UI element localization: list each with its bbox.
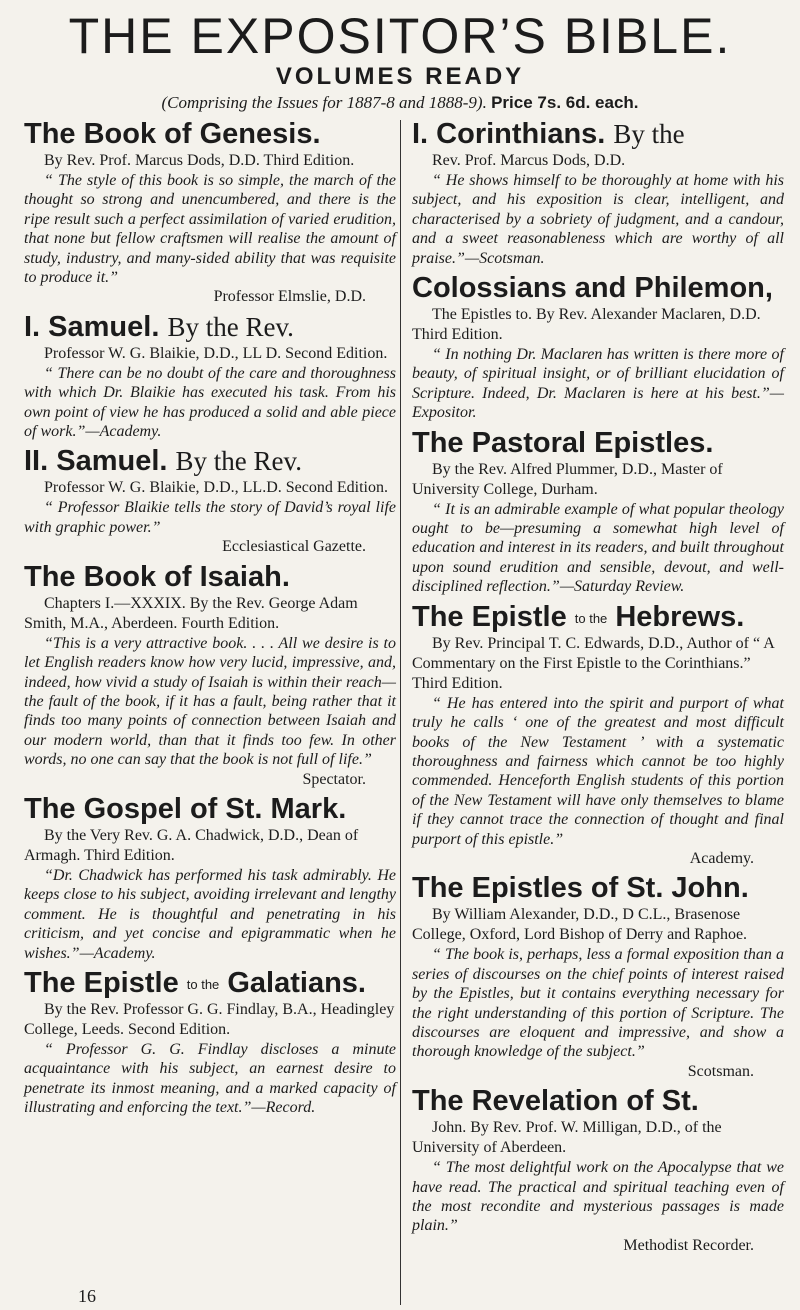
issue-line [0, 92, 800, 114]
entry-source: Methodist Recorder. [623, 1236, 754, 1254]
right-column [412, 118, 784, 1259]
entry-byline: By Rev. Principal T. C. Edwards, D.D., Author of “ A Commentary on the First Epistle to the Corinthians.” Third Edition. [412, 634, 774, 692]
entry-byline: By William Alexander, D.D., D C.L., Brasenose College, Oxford, Lord Bishop of Derry and Raphoe. [412, 906, 748, 944]
entry-byline: The Epistles to. By Rev. Alexander Maclaren, D.D. Third Edition. [412, 306, 761, 344]
entry-title: The Pastoral Epistles. [412, 426, 714, 459]
entry-byline: By the Rev. Professor G. G. Findlay, B.A., Headingley College, Leeds. Second Edition. [24, 1000, 395, 1038]
comprising-note: (Comprising the Issues for 1887-8 and 1888-9). [161, 93, 487, 112]
entry-byline: Rev. Prof. Marcus Dods, D.D. [432, 152, 626, 169]
entry-byline: By the Rev. Alfred Plummer, D.D., Master of University College, Durham. [412, 460, 723, 498]
entry-quote: “ He has entered into the spirit and purport of what truly he calls ‘ one of the greatest and most difficult books of the New Testament ’ with a systematic thoroughness and fairness which cannot be too highly commended. Henceforth English students of this portion of the New Testament will have only themselves to blame if they cannot trace the connection of thought and final purport of this epistle.” [412, 694, 784, 848]
entry-title-main: The Epistle [24, 966, 179, 999]
entry-quote: “ In nothing Dr. Maclaren has written is there more of beauty, of spiritual insight, or of brilliant elucidation of Scripture. Indeed, Dr. Maclaren is here at his best.”—Expositor. [412, 346, 784, 422]
entry-title-main: I. Samuel. [24, 310, 160, 343]
entry-title: Colossians and Philemon, [412, 272, 773, 305]
book-entry-isaiah [24, 561, 396, 789]
book-entry-2-samuel [24, 445, 396, 556]
entry-title-small: to the [574, 610, 608, 626]
entry-title [24, 445, 396, 478]
page-title: THE EXPOSITOR’S BIBLE. [68, 8, 732, 64]
entry-title: The Revelation of St. [412, 1085, 699, 1118]
entry-source: Academy. [689, 849, 754, 867]
left-column [24, 118, 396, 1122]
book-entry-colossians [412, 272, 784, 423]
entry-byline: By Rev. Prof. Marcus Dods, D.D. Third Edition. [44, 152, 355, 169]
book-entry-1-corinthians [412, 118, 784, 268]
book-entry-galatians [24, 967, 396, 1118]
column-divider [400, 120, 401, 1305]
book-entry-hebrews [412, 601, 784, 869]
entry-title-end: Galatians. [227, 966, 366, 999]
book-entry-genesis [24, 118, 396, 307]
entry-byline: Professor W. G. Blaikie, D.D., LL.D. Second Edition. [44, 479, 388, 497]
price-note: Price 7s. 6d. each. [491, 93, 639, 112]
entry-title-small: to the [186, 976, 220, 992]
entry-title [24, 967, 396, 1000]
entry-quote: “ The book is, perhaps, less a formal exposition than a series of discourses on the chief points of interest raised by the Epistles, but it contains everything necessary for the right understanding of this portion of Scripture. The discourses are eloquent and impressive, and show a thorough knowledge of the subject.” [412, 946, 784, 1061]
entry-title: The Book of Isaiah. [24, 560, 290, 593]
book-entry-pastoral [412, 427, 784, 597]
book-entry-john-epistles [412, 872, 784, 1081]
entry-source: Professor Elmslie, D.D. [213, 288, 366, 306]
entry-quote: “ The style of this book is so simple, the march of the thought so strong and unencumbered, and there is the ripe result such a perfect assimilation of varied erudition, that none but fellow craftsmen will realise the amount of study, industry, and many-sided ability that was requisite to produce it.” [24, 172, 396, 287]
book-entry-mark [24, 793, 396, 963]
entry-quote: “ It is an admirable example of what popular theology ought to be—presuming a somewhat high level of education and interest in its readers, and built throughout upon sound erudition and sensible, devout, and well-disciplined reflection.”—Saturday Review. [412, 500, 784, 596]
entry-title [412, 601, 784, 634]
book-entry-revelation [412, 1085, 784, 1255]
entry-byline: Chapters I.—XXXIX. By the Rev. George Adam Smith, M.A., Aberdeen. Fourth Edition. [24, 594, 358, 632]
entry-title [24, 311, 396, 344]
entry-title [412, 118, 784, 151]
entry-source: Spectator. [302, 770, 366, 788]
masthead [0, 8, 800, 114]
book-entry-1-samuel [24, 311, 396, 442]
entry-quote: “ The most delightful work on the Apocalypse that we have read. The practical and spiritual teaching even of the most recondite and mysterious passages is made plain.” [412, 1159, 784, 1235]
entry-title-by: By the Rev. [167, 311, 294, 342]
page-subtitle: VOLUMES READY [275, 63, 525, 90]
entry-quote: “ Professor G. G. Findlay discloses a minute acquaintance with his subject, an earnest desire to penetrate its inmost meaning, and a marked capacity of illustrating and enforcing the text.”—Record. [24, 1040, 396, 1117]
entry-title-main: The Epistle [412, 600, 567, 633]
entry-title: The Epistles of St. John. [412, 872, 749, 905]
entry-title-end: Hebrews. [615, 600, 745, 633]
entry-quote: “Dr. Chadwick has performed his task admirably. He keeps close to his subject, avoiding irrelevant and lengthy comment. He is thoughtful and penetrating in his criticism, and yet concise and epigrammatic when he wishes.”—Academy. [24, 866, 396, 962]
entry-title-main: I. Corinthians. [412, 118, 606, 150]
entry-source: Scotsman. [687, 1062, 754, 1080]
entry-title-by: By the Rev. [175, 446, 302, 477]
entry-quote: “ He shows himself to be thoroughly at home with his subject, and his exposition is clear, intelligent, and characterised by a sobriety of judgment, and a candour, and a sweet reasonableness which are worthy of all praise.”—Scotsman. [412, 172, 784, 267]
page-number: 16 [78, 1286, 96, 1306]
entry-source: Ecclesiastical Gazette. [222, 538, 366, 556]
entry-byline: Professor W. G. Blaikie, D.D., LL D. Second Edition. [44, 344, 388, 362]
entry-title: The Gospel of St. Mark. [24, 792, 347, 825]
entry-quote: “This is a very attractive book. . . . All we desire is to let English readers know how very lucid, impressive, and, indeed, how vivid a study of Isaiah is within their reach—the fault of the book, if it has a fault, being rather that it finds too many points of connection between Isaiah and our modern world, than that it finds too few. In other words, no one can say that the book is not full of life.” [24, 634, 396, 769]
entry-byline: By the Very Rev. G. A. Chadwick, D.D., Dean of Armagh. Third Edition. [24, 826, 359, 864]
entry-title: The Book of Genesis. [24, 118, 321, 150]
entry-title-main: II. Samuel. [24, 445, 168, 478]
entry-quote: “ There can be no doubt of the care and thoroughness with which Dr. Blaikie has executed his task. From his own point of view he has produced a solid and able piece of work.”—Academy. [24, 364, 396, 441]
entry-byline: John. By Rev. Prof. W. Milligan, D.D., of the University of Aberdeen. [412, 1119, 722, 1157]
entry-quote: “ Professor Blaikie tells the story of David’s royal life with graphic power.” [24, 499, 396, 536]
entry-title-by: By the [613, 119, 685, 149]
